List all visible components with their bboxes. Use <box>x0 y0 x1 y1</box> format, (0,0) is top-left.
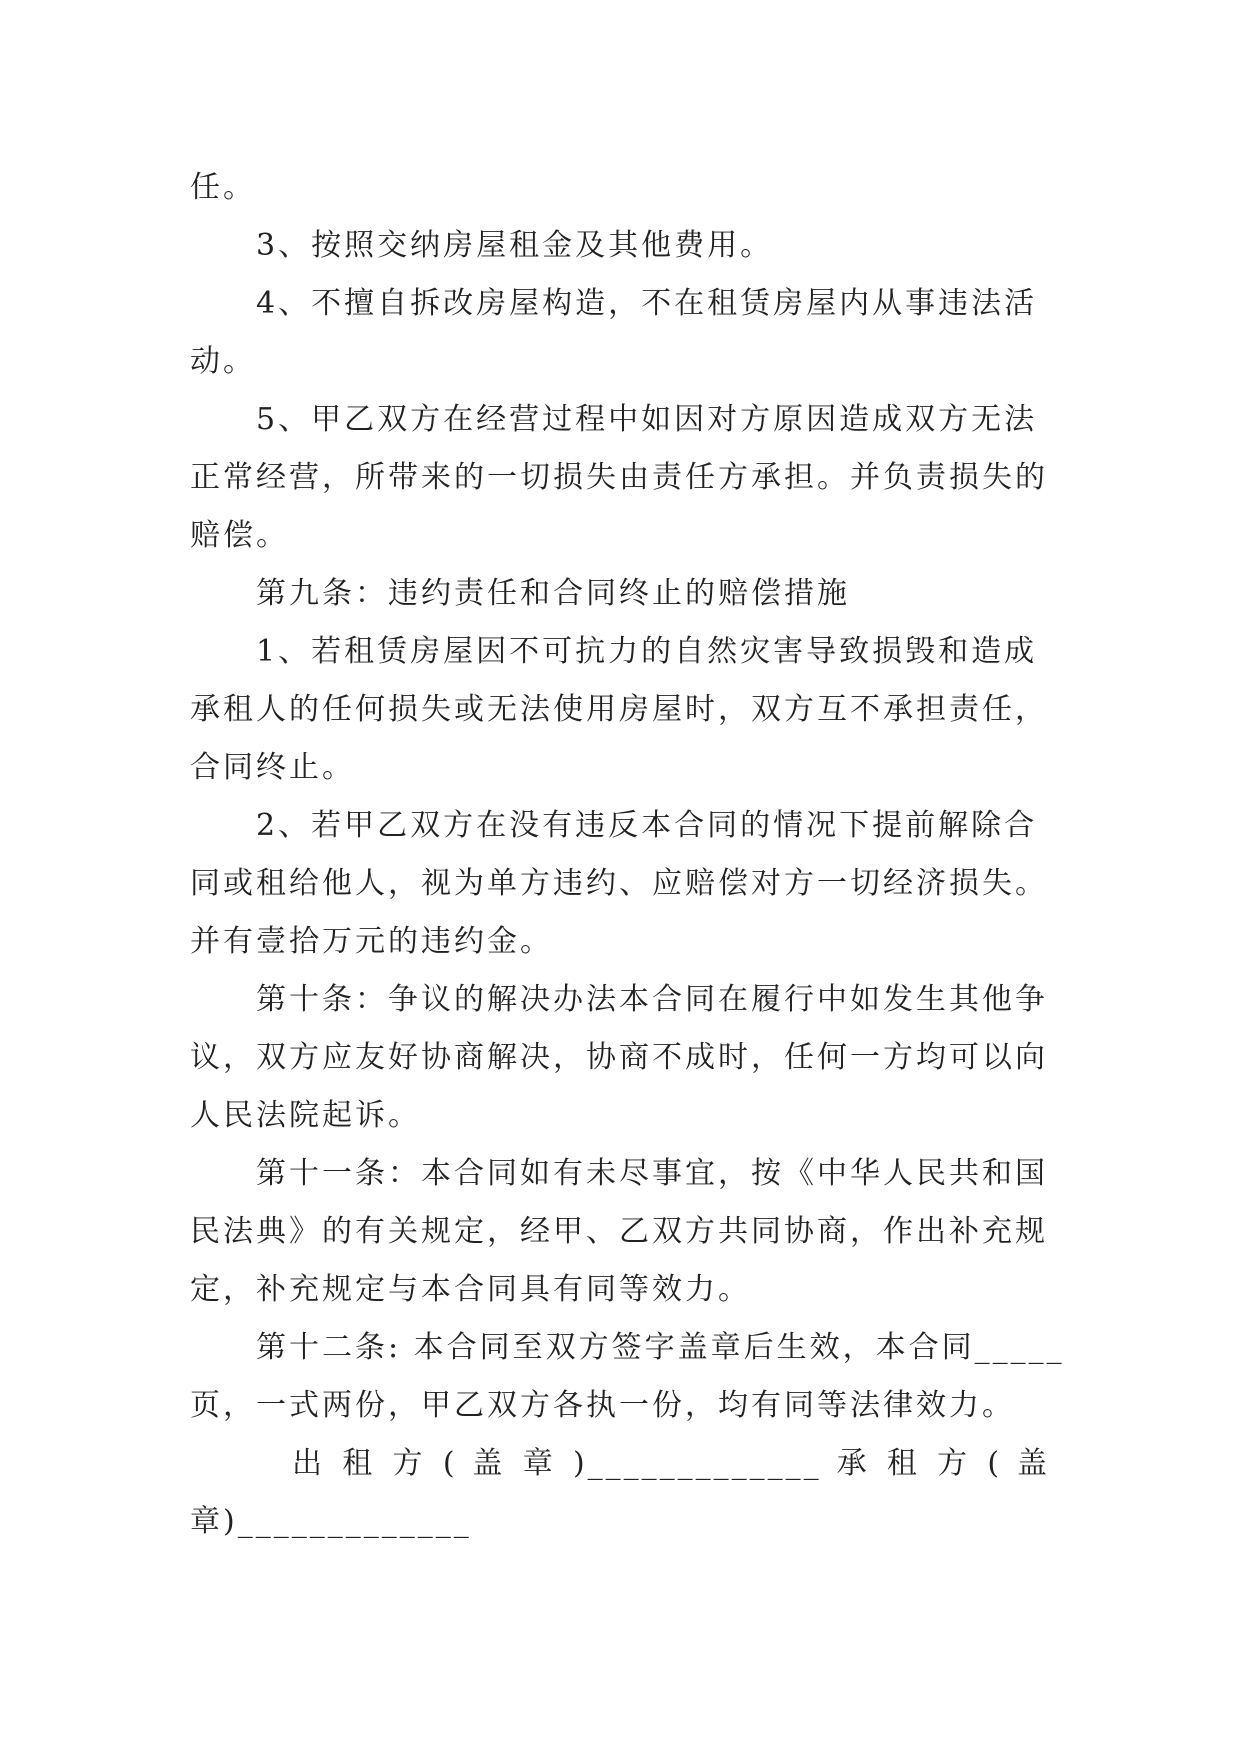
text-line: 2、若甲乙双方在没有违反本合同的情况下提前解除合 <box>256 808 1038 843</box>
text-line: 民法典》的有关规定，经甲、乙双方共同协商，作出补充规 <box>190 1214 1048 1249</box>
text-line: 同或租给他人，视为单方违约、应赔偿对方一切经济损失。 <box>190 866 1048 901</box>
section-heading-12: 第十二条: 本合同至双方签字盖章后生效，本合同_____ <box>256 1330 1065 1365</box>
text-line: 议，双方应友好协商解决，协商不成时，任何一方均可以向 <box>190 1040 1048 1075</box>
signature-line: 章)_____________ <box>190 1504 472 1539</box>
text-line: 并有壹拾万元的违约金。 <box>190 924 553 959</box>
text-line: 3、按照交纳房屋租金及其他费用。 <box>256 228 774 263</box>
section-heading-11: 第十一条：本合同如有未尽事宜，按《中华人民共和国 <box>256 1156 1048 1191</box>
text-line: 页，一式两份，甲乙双方各执一份，均有同等法律效力。 <box>190 1388 1015 1423</box>
section-heading-10: 第十条：争议的解决办法本合同在履行中如发生其他争 <box>256 982 1048 1017</box>
text-line: 合同终止。 <box>190 750 355 785</box>
text-line: 正常经营，所带来的一切损失由责任方承担。并负责损失的 <box>190 460 1048 495</box>
text-line: 赔偿。 <box>190 518 289 553</box>
text-line: 承租人的任何损失或无法使用房屋时，双方互不承担责任， <box>190 692 1048 727</box>
text-line: 5、甲乙双方在经营过程中如因对方原因造成双方无法 <box>256 402 1038 437</box>
text-line: 4、不擅自拆改房屋构造，不在租赁房屋内从事违法活 <box>256 286 1038 321</box>
section-heading-9: 第九条：违约责任和合同终止的赔偿措施 <box>256 576 850 611</box>
signature-lessor-lessee: 出 租 方 ( 盖 章 )_____________ 承 租 方 ( 盖 <box>292 1446 1050 1481</box>
text-line: 人民法院起诉。 <box>190 1098 421 1133</box>
text-line: 任。 <box>190 170 256 205</box>
text-line: 动。 <box>190 344 256 379</box>
text-line: 定，补充规定与本合同具有同等效力。 <box>190 1272 751 1307</box>
text-line: 1、若租赁房屋因不可抗力的自然灾害导致损毁和造成 <box>256 634 1038 669</box>
